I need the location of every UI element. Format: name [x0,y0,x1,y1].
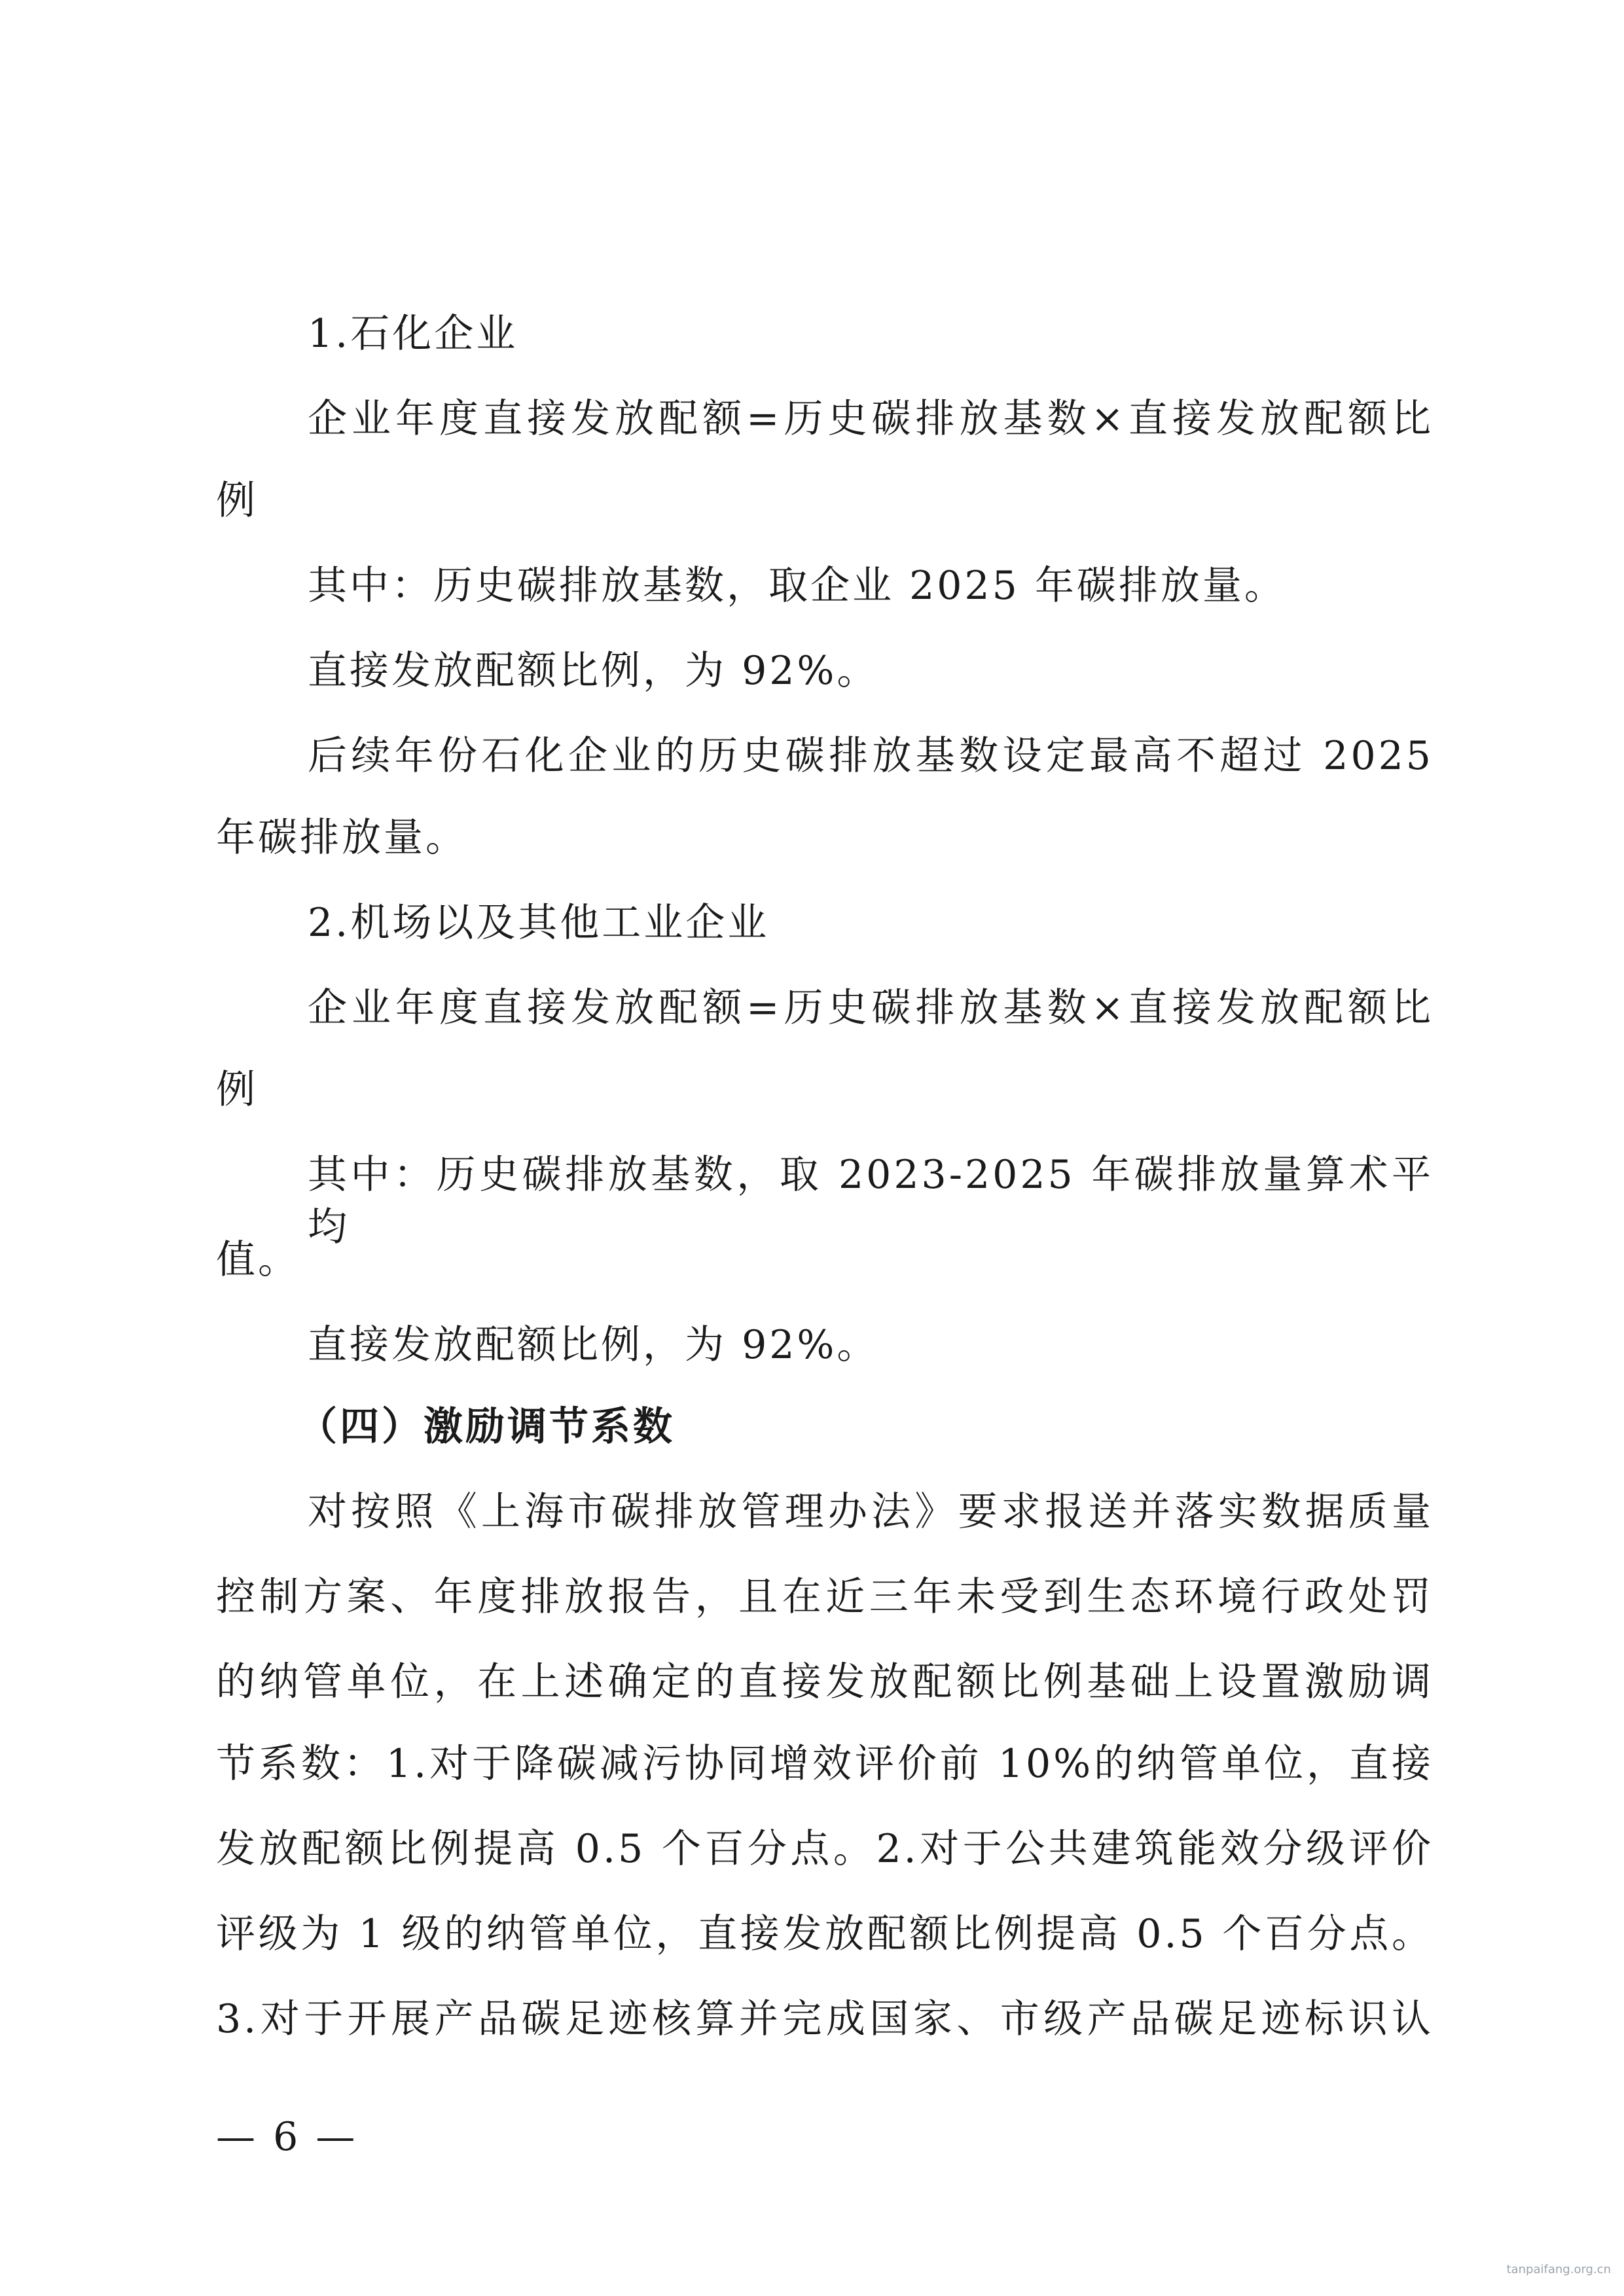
formula-line-continued: 例 [216,1067,258,1113]
section-heading-airports: 2.机场以及其他工业企业 [308,900,770,946]
paragraph-line-continued: 年碳排放量。 [216,815,467,861]
paragraph-line: 的纳管单位，在上述确定的直接发放配额比例基础上设置激励调 [216,1659,1434,1705]
page-number: — 6 — [216,2114,358,2160]
paragraph-line: 3.对于开展产品碳足迹核算并完成国家、市级产品碳足迹标识认 [216,1996,1434,2042]
watermark: tanpaifang.org.cn [1506,2263,1611,2276]
paragraph-line: 节系数：1.对于降碳减污协同增效评价前 10%的纳管单位，直接 [216,1741,1434,1787]
section-heading-incentive: （四）激励调节系数 [298,1404,675,1450]
formula-line-continued: 例 [216,478,258,524]
paragraph-line: 发放配额比例提高 0.5 个百分点。2.对于公共建筑能效分级评价 [216,1826,1434,1872]
paragraph-line: 控制方案、年度排放报告，且在近三年未受到生态环境行政处罚 [216,1574,1434,1620]
paragraph-line: 后续年份石化企业的历史碳排放基数设定最高不超过 2025 [308,733,1434,779]
formula-line: 企业年度直接发放配额=历史碳排放基数×直接发放配额比 [308,396,1434,442]
paragraph-line: 对按照《上海市碳排放管理办法》要求报送并落实数据质量 [308,1489,1434,1535]
section-heading-petrochemical: 1.石化企业 [308,311,518,357]
paragraph-line-continued: 值。 [216,1237,300,1283]
formula-line: 企业年度直接发放配额=历史碳排放基数×直接发放配额比 [308,985,1434,1031]
paragraph-line: 评级为 1 级的纳管单位，直接发放配额比例提高 0.5 个百分点。 [216,1911,1434,1957]
paragraph-line: 其中：历史碳排放基数，取 2023-2025 年碳排放量算术平均 [308,1152,1434,1250]
paragraph-line: 直接发放配额比例，为 92%。 [308,648,879,694]
paragraph-line: 其中：历史碳排放基数，取企业 2025 年碳排放量。 [308,563,1286,609]
paragraph-line: 直接发放配额比例，为 92%。 [308,1322,879,1368]
